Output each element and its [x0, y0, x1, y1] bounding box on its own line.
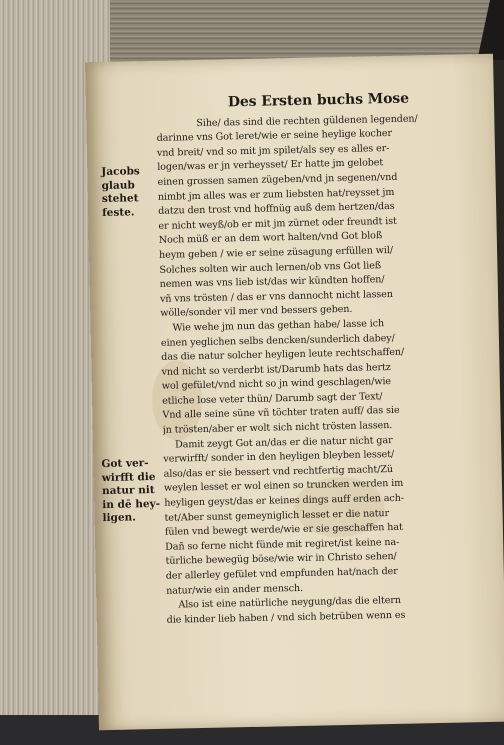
text-line: vnd nicht so verderbt ist/Darumb hats das hertz — [161, 361, 391, 378]
text-line: tet/Aber sunst gemeyniglich lesset er die natur — [164, 507, 390, 524]
text-line: Also ist eine natürliche neygung/das die eltern — [178, 595, 402, 611]
margin-note-jacob — [101, 165, 164, 220]
book-page — [85, 54, 504, 730]
paragraph-4 — [166, 592, 492, 628]
text-line: einen grossen samen zügeben/vnd jn segenen/vnd — [157, 171, 398, 188]
margin-note-line: Got ver- — [101, 457, 149, 471]
margin-note-natur — [101, 457, 164, 526]
text-line: einen yeglichen selbs dencken/sunderlich dabey/ — [160, 332, 395, 349]
margin-note-line: Jacobs — [101, 165, 140, 179]
page-heading: Des Ersten buchs Mose — [227, 90, 410, 111]
margin-note-line: in dē hey- — [102, 497, 161, 511]
text-line: etliche lose veter thün/ Darumb sagt der Text/ — [162, 391, 383, 407]
text-line: heyligen geyst/das er keines dings auff erden ach- — [164, 492, 404, 509]
paragraph-2 — [160, 315, 487, 439]
text-line: die kinder lieb haben / vnd sich betrüben wenn es — [166, 609, 406, 626]
text-line: türliche bewegüg böse/wie wir in Christo sehen/ — [165, 551, 397, 568]
paragraph-3 — [163, 432, 491, 599]
paragraph-1 — [156, 111, 485, 322]
text-line: Damit zeygt Got an/das er die natur nicht gar — [174, 434, 393, 451]
text-line: wölle/sonder vil mer vnd bessers geben. — [160, 304, 353, 320]
text-line: wol gefület/vnd nicht so jn wind geschlagen/wie — [161, 376, 392, 393]
text-line: also/das er sie bessert vnd rechtfertig macht/Zü — [163, 463, 394, 480]
text-line: nemen was vns lieb ist/das wir kündten hoffen/ — [159, 274, 385, 290]
text-line: vnd breit/ vnd so mit jm spilet/als sey es alles er- — [156, 142, 390, 159]
margin-note-line: feste. — [102, 205, 135, 219]
text-line: er nicht weyß/ob er mit jm zürnet oder freundt ist — [158, 215, 397, 232]
text-line: Vnd alle seine süne vñ töchter traten auff/ das sie — [162, 405, 400, 422]
margin-note-line: glaub — [101, 178, 135, 192]
text-line: Sihe/ das sind die rechten güldenen legenden/ — [196, 112, 418, 129]
text-line: verwirfft/ sonder in den heyligen bleyben lesset/ — [163, 449, 395, 466]
text-line: weylen lesset er wol einen so truncken werden im — [163, 478, 404, 495]
text-line: jn trösten/aber er wolt sich nicht trösten lassen. — [162, 420, 393, 436]
text-line: heym geben / wie er seine züsagung erfüllen wil/ — [158, 244, 394, 261]
text-line: das die natur solcher heyligen leute rechtschaffen/ — [161, 346, 405, 363]
text-line: fülen vnd bewegt werde/wie er sie geschaffen hat — [164, 522, 403, 538]
text-line: Wie wehe jm nun das gethan habe/ lasse ich — [172, 318, 385, 334]
margin-note-line: wirfft die — [101, 470, 156, 484]
text-line: logen/was er jn verheysset/ Er hatte jm gelobet — [157, 157, 384, 174]
text-line: Noch müß er an dem wort halten/vnd Got bloß — [158, 230, 383, 247]
text-line: natur/wie ein ander mensch. — [166, 582, 304, 597]
text-line: der allerley gefület vnd empfunden hat/nach der — [165, 565, 398, 582]
text-line: Dañ so ferne nicht fünde mit regiret/ist keine na- — [165, 536, 400, 553]
text-line: darinne vns Got leret/wie er seine heylige kocher — [156, 128, 393, 145]
margin-note-line: ligen. — [102, 511, 137, 525]
text-line: vñ vns trösten / das er vns dannocht nicht lassen — [159, 288, 393, 305]
text-line: datzu den trost vnd hoffnüg auß dem hertzen/das — [158, 201, 395, 218]
text-line: Solches solten wir auch lernen/ob vns Got ließ — [159, 259, 382, 276]
page-text — [156, 84, 492, 628]
margin-note-line: natur nit — [101, 483, 155, 498]
text-line: nimbt jm alles was er zum liebsten hat/reysset jm — [157, 186, 395, 203]
margin-note-line: stehet — [101, 192, 139, 206]
